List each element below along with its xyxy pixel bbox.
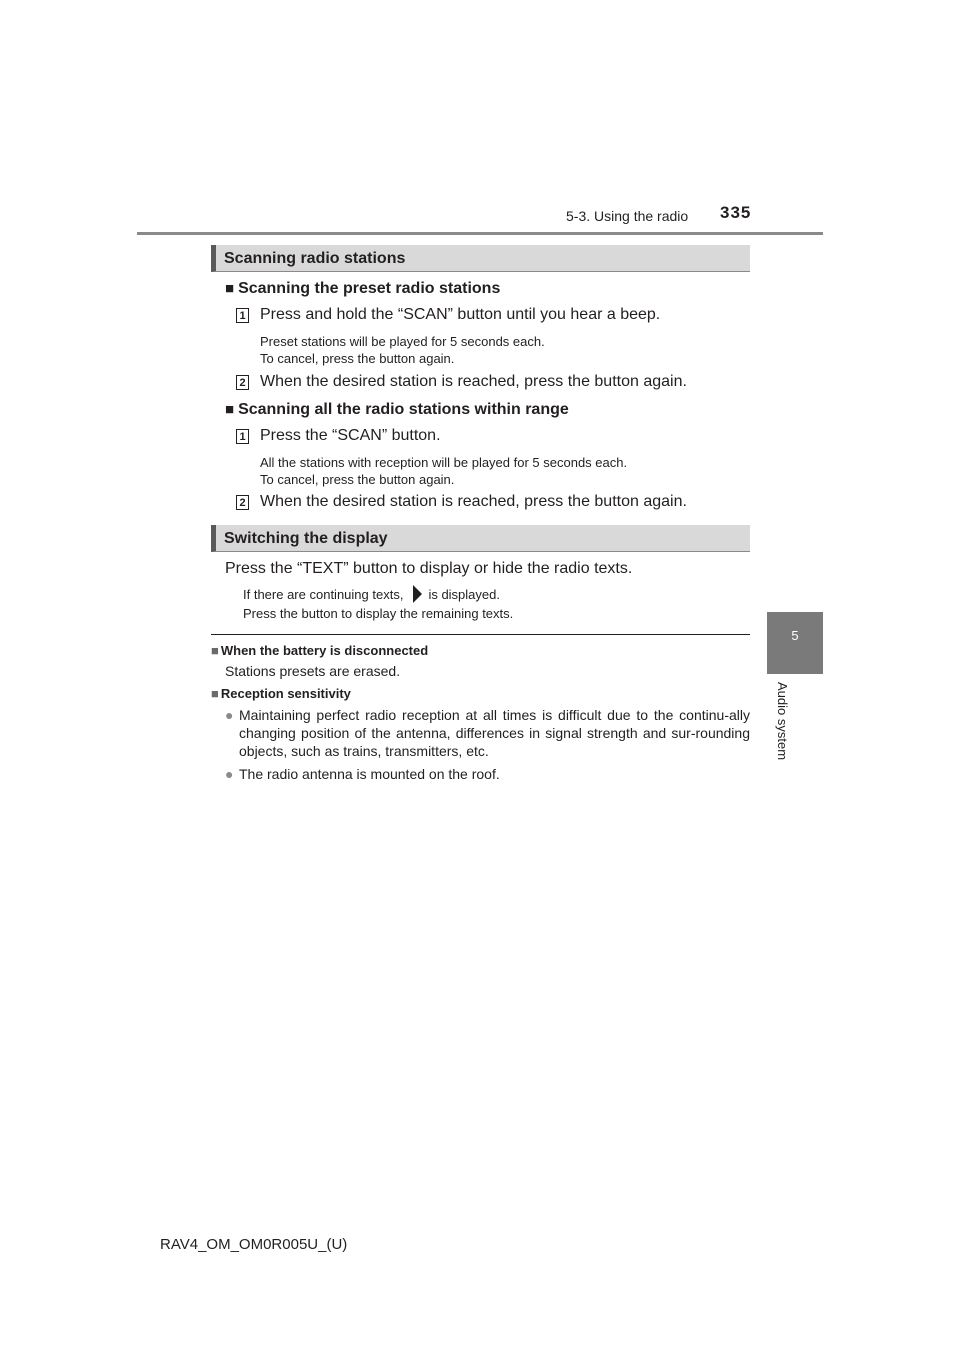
note-line: Press the button to display the remaining texts. <box>243 605 514 621</box>
display-note <box>243 586 513 622</box>
section-heading-scanning: Scanning radio stations <box>211 245 750 272</box>
subheading-all-text: Scanning all the radio stations within range <box>238 401 569 418</box>
chapter-number: 5 <box>791 628 799 643</box>
info-heading-reception <box>211 686 351 701</box>
info-divider <box>211 634 750 635</box>
square-bullet-icon: ■ <box>211 643 219 658</box>
section-heading-display: Switching the display <box>211 525 750 552</box>
page-number: 335 <box>720 203 752 222</box>
bullet-text: The radio antenna is mounted on the roof. <box>239 766 500 782</box>
header-divider <box>137 232 823 235</box>
info-text: Stations presets are erased. <box>225 663 401 679</box>
note-line: All the stations with reception will be played for 5 seconds each. <box>260 455 628 470</box>
info-heading-text: When the battery is disconnected <box>220 643 429 658</box>
subheading-preset <box>225 280 500 298</box>
chapter-title: Audio system <box>775 682 790 761</box>
step-note <box>260 454 627 488</box>
info-heading-battery <box>211 643 428 658</box>
bullet-item <box>211 706 750 760</box>
note-line <box>243 586 513 605</box>
step-text: Press and hold the “SCAN” button until you hear a beep. <box>260 306 661 323</box>
document-id: RAV4_OM_OM0R005U_(U) <box>160 1236 348 1253</box>
bullet-text: Maintaining perfect radio reception at all times is difficult due to the continu-ally changing position of the antenna, differences in signal strength and sur-rounding objects, such as trains, transmitters, etc. <box>239 707 750 759</box>
step-number-badge: 2 <box>236 495 249 510</box>
bullet-item <box>211 765 750 783</box>
step-text: When the desired station is reached, press the button again. <box>260 373 687 390</box>
note-line: Preset stations will be played for 5 seconds each. <box>260 334 545 349</box>
step-note <box>260 333 545 367</box>
subheading-preset-text: Scanning the preset radio stations <box>238 280 501 297</box>
info-heading-text: Reception sensitivity <box>220 686 351 701</box>
note-text: If there are continuing texts, <box>243 587 404 602</box>
subheading-all <box>225 401 569 419</box>
square-bullet-icon: ■ <box>225 280 235 297</box>
step-number-badge: 2 <box>236 375 249 390</box>
chapter-tab <box>767 612 823 674</box>
step-number-badge: 1 <box>236 429 249 444</box>
note-text: is displayed. <box>428 587 500 602</box>
circle-bullet-icon: ● <box>225 766 234 782</box>
circle-bullet-icon: ● <box>225 707 234 723</box>
step-text: Press the “SCAN” button. <box>260 427 441 444</box>
square-bullet-icon: ■ <box>211 686 219 701</box>
note-line: To cancel, press the button again. <box>260 351 455 366</box>
arrow-right-icon <box>413 585 422 603</box>
step-text: When the desired station is reached, press the button again. <box>260 493 687 510</box>
display-instruction: Press the “TEXT” button to display or hide the radio texts. <box>225 560 633 577</box>
note-line: To cancel, press the button again. <box>260 472 455 487</box>
step-number-badge: 1 <box>236 308 249 323</box>
square-bullet-icon: ■ <box>225 401 235 418</box>
section-title: 5-3. Using the radio <box>566 208 689 224</box>
